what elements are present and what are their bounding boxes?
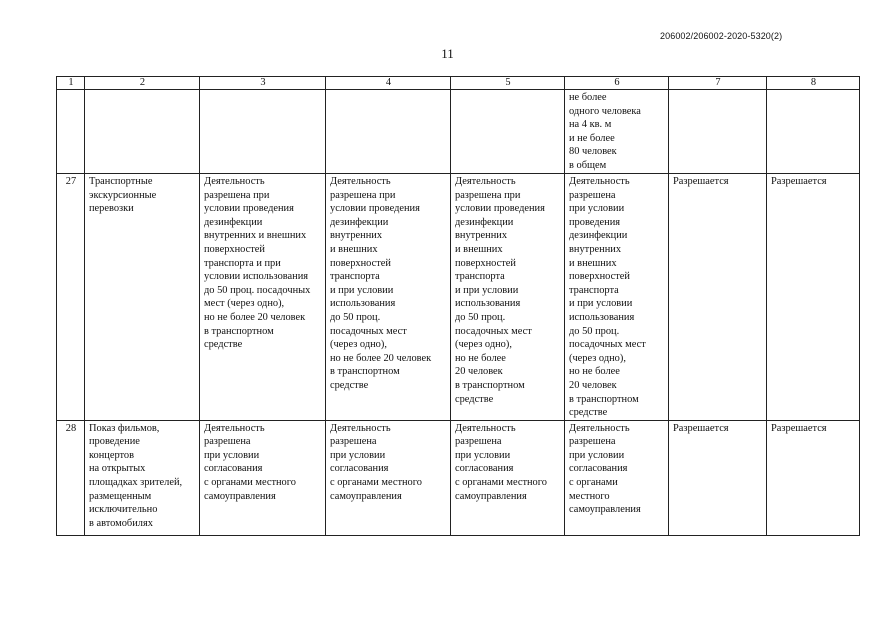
restriction-cell [451, 420, 565, 535]
activity-name-cell [85, 174, 200, 421]
cell-text-line: внутренних и внешних [204, 230, 307, 242]
cell-text-line: разрешена [569, 436, 616, 448]
cell-text-line: при условии [569, 203, 625, 215]
status-cell: Разрешается [669, 174, 767, 421]
cell-text-line: в автомобилях [89, 517, 153, 529]
cell-text-line: до 50 проц. [455, 311, 506, 323]
header-row [57, 77, 860, 90]
cell-text-line: при условии [330, 449, 386, 461]
cell-text-line: средстве [569, 407, 608, 419]
cell-text-line: Деятельность [455, 422, 516, 434]
cell-text-line: 80 человек [569, 146, 617, 158]
regulations-table [56, 76, 860, 536]
cell-text-line: (через одно), [569, 352, 626, 364]
row-number: 28 [57, 420, 85, 535]
cell-text-line: при условии [569, 449, 625, 461]
restriction-cell [326, 174, 451, 421]
cell-text-line: посадочных мест [455, 325, 532, 337]
cell-text-line: Деятельность [204, 422, 265, 434]
cell-text-line: не более [569, 92, 607, 103]
restriction-cell [326, 420, 451, 535]
cell-text-line: посадочных мест [569, 339, 646, 351]
cell-text-line: поверхностей [455, 257, 516, 269]
cell-text-line: при условии [204, 449, 260, 461]
column-header: 2 [85, 77, 200, 90]
status-cell [669, 90, 767, 174]
restriction-cell [326, 90, 451, 174]
cell-text-line: 20 человек [455, 366, 503, 378]
cell-text-line: разрешена [455, 436, 502, 448]
restriction-cell [200, 174, 326, 421]
column-header: 1 [57, 77, 85, 90]
cell-text-line: согласования [455, 463, 514, 475]
cell-text-line: условии проведения [330, 203, 420, 215]
column-header: 8 [767, 77, 860, 90]
cell-text-line: с органами местного [330, 477, 422, 489]
status-cell [767, 90, 860, 174]
table-row [57, 420, 860, 535]
column-header: 5 [451, 77, 565, 90]
cell-text-line: транспорта [330, 271, 380, 283]
restriction-cell [200, 90, 326, 174]
cell-text-line: и при условии [455, 284, 519, 296]
cell-text-line: местного [569, 490, 610, 502]
status-cell: Разрешается [669, 420, 767, 535]
cell-text-line: условии использования [204, 271, 309, 283]
cell-text-line: Транспортные [89, 176, 153, 187]
cell-text-line: с органами [569, 477, 618, 489]
row-number: 27 [57, 174, 85, 421]
cell-text-line: Деятельность [455, 176, 516, 187]
cell-text-line: и внешних [455, 243, 503, 255]
cell-text-line: (через одно), [455, 339, 512, 351]
cell-text-line: самоуправления [455, 490, 527, 502]
cell-text-line: использования [569, 311, 635, 323]
cell-text-line: проведения [569, 216, 621, 228]
restriction-cell [200, 420, 326, 535]
cell-text-line: транспорта и при [204, 257, 281, 269]
cell-text-line: исключительно [89, 504, 158, 516]
activity-name-cell [85, 90, 200, 174]
cell-text-line: самоуправления [204, 490, 276, 502]
column-header: 3 [200, 77, 326, 90]
activity-name-cell [85, 420, 200, 535]
cell-text-line: условии проведения [455, 203, 545, 215]
cell-text-line: средстве [330, 379, 369, 391]
cell-text-line: средстве [455, 393, 494, 405]
cell-text-line: но не более [455, 352, 506, 364]
cell-text-line: самоуправления [569, 504, 641, 516]
cell-text-line: разрешена при [455, 189, 521, 201]
cell-text-line: до 50 проц. [330, 311, 381, 323]
cell-text-line: Деятельность [204, 176, 265, 187]
cell-text-line: самоуправления [330, 490, 402, 502]
cell-text-line: использования [455, 298, 521, 310]
row-number [57, 90, 85, 174]
cell-text-line: поверхностей [330, 257, 391, 269]
cell-text-line: поверхностей [204, 243, 265, 255]
cell-text-line: до 50 проц. посадочных [204, 284, 311, 296]
cell-text-line: и внешних [569, 257, 617, 269]
cell-text-line: и при условии [569, 298, 633, 310]
cell-text-line: до 50 проц. [569, 325, 620, 337]
cell-text-line: и не более [569, 132, 615, 144]
table-row [57, 90, 860, 174]
cell-text-line: транспорта [455, 271, 505, 283]
cell-text-line: но не более [569, 366, 620, 378]
cell-text-line: но не более 20 человек [330, 352, 432, 364]
cell-text-line: внутренних [569, 243, 622, 255]
cell-text-line: с органами местного [455, 477, 547, 489]
cell-text-line: согласования [569, 463, 628, 475]
cell-text-line: на открытых [89, 463, 146, 475]
cell-text-line: дезинфекции [330, 216, 389, 228]
cell-text-line: концертов [89, 449, 135, 461]
status-cell: Разрешается [767, 420, 860, 535]
cell-text-line: дезинфекции [455, 216, 514, 228]
cell-text-line: и внешних [330, 243, 378, 255]
cell-text-line: дезинфекции [204, 216, 263, 228]
cell-text-line: в транспортном [204, 325, 274, 337]
cell-text-line: Деятельность [569, 176, 630, 187]
cell-text-line: в транспортном [330, 366, 400, 378]
document-id: 206002/206002-2020-5320(2) [660, 31, 783, 41]
cell-text-line: площадках зрителей, [89, 477, 183, 489]
cell-text-line: согласования [330, 463, 389, 475]
cell-text-line: разрешена [330, 436, 377, 448]
cell-text-line: разрешена при [204, 189, 270, 201]
column-header: 4 [326, 77, 451, 90]
cell-text-line: при условии [455, 449, 511, 461]
cell-text-line: средстве [204, 339, 243, 351]
cell-text-line: и при условии [330, 284, 394, 296]
cell-text-line: в общем [569, 159, 607, 171]
cell-text-line: транспорта [569, 284, 619, 296]
cell-text-line: Деятельность [569, 422, 630, 434]
cell-text-line: разрешена при [330, 189, 396, 201]
cell-text-line: посадочных мест [330, 325, 407, 337]
restriction-cell [451, 174, 565, 421]
cell-text-line: в транспортном [569, 393, 639, 405]
table-row [57, 174, 860, 421]
cell-text-line: условии проведения [204, 203, 294, 215]
cell-text-line: перевозки [89, 203, 134, 215]
column-header: 6 [565, 77, 669, 90]
cell-text-line: но не более 20 человек [204, 311, 306, 323]
restriction-cell [565, 420, 669, 535]
cell-text-line: 20 человек [569, 379, 617, 391]
cell-text-line: с органами местного [204, 477, 296, 489]
cell-text-line: разрешена [204, 436, 251, 448]
restriction-cell [565, 174, 669, 421]
cell-text-line: Деятельность [330, 176, 391, 187]
cell-text-line: проведение [89, 436, 140, 448]
cell-text-line: (через одно), [330, 339, 387, 351]
cell-text-line: на 4 кв. м [569, 119, 612, 131]
cell-text-line: внутренних [455, 230, 508, 242]
cell-text-line: одного человека [569, 105, 641, 117]
cell-text-line: внутренних [330, 230, 383, 242]
cell-text-line: мест (через одно), [204, 298, 285, 310]
status-cell: Разрешается [767, 174, 860, 421]
cell-text-line: использования [330, 298, 396, 310]
cell-text-line: согласования [204, 463, 263, 475]
column-header: 7 [669, 77, 767, 90]
cell-text-line: в транспортном [455, 379, 525, 391]
cell-text-line: экскурсионные [89, 189, 157, 201]
cell-text-line: разрешена [569, 189, 616, 201]
cell-text-line: размещенным [89, 490, 152, 502]
page-number: 11 [441, 46, 454, 61]
restriction-cell [451, 90, 565, 174]
cell-text-line: поверхностей [569, 271, 630, 283]
cell-text-line: Деятельность [330, 422, 391, 434]
cell-text-line: дезинфекции [569, 230, 628, 242]
restriction-cell [565, 90, 669, 174]
cell-text-line: Показ фильмов, [89, 422, 160, 434]
